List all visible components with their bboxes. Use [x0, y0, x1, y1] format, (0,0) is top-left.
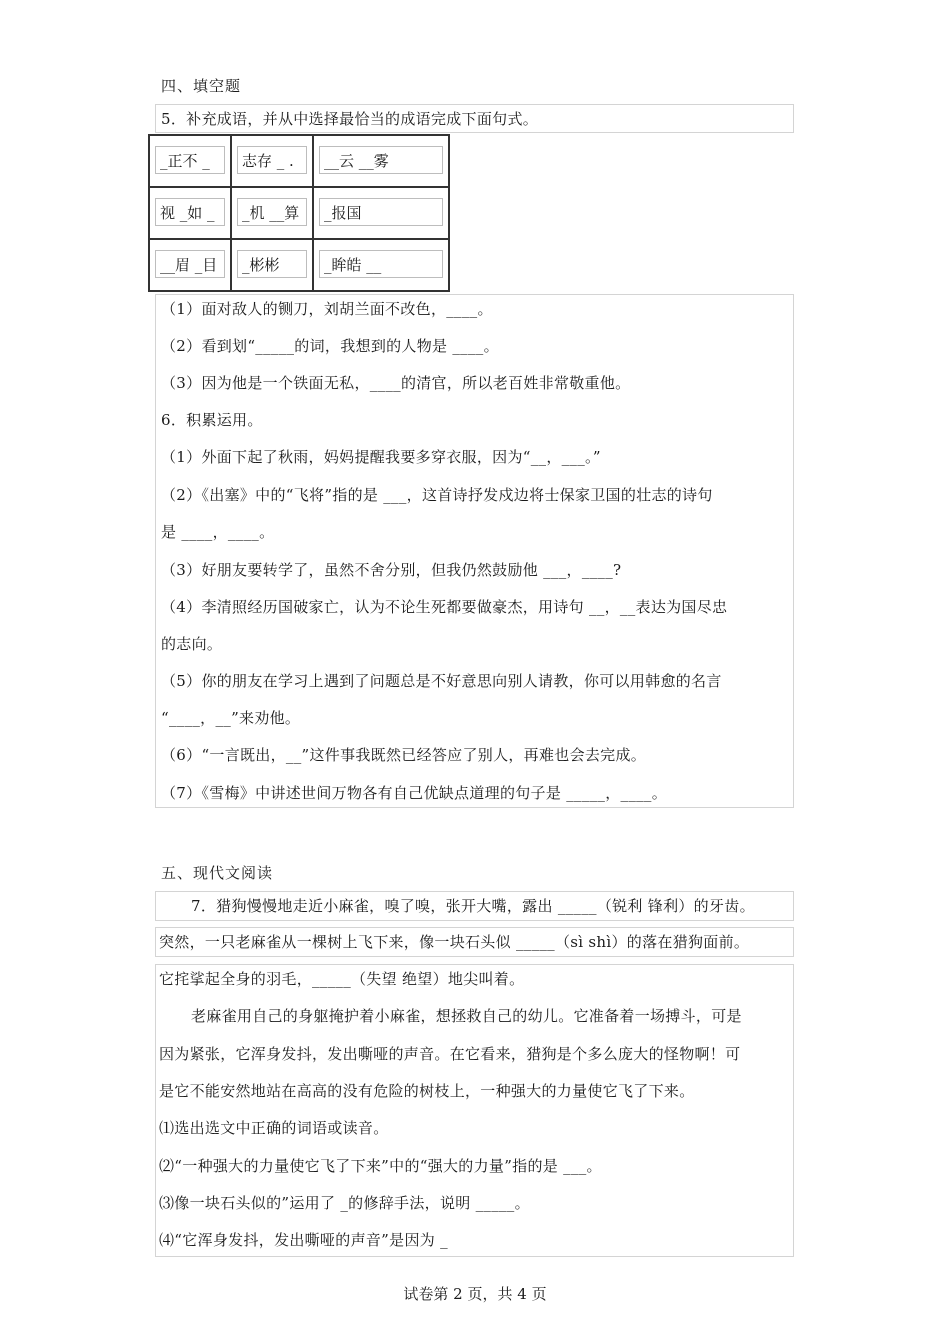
q7-line2: 突然，一只老麻雀从一棵树上飞下来，像一块石头似 _____（sì shì）的落在猎狗面前。: [159, 933, 750, 951]
idiom-cell: [313, 239, 449, 291]
q7-passage-line: 因为紧张，它浑身发抖，发出嘶哑的声音。在它看来，猎狗是个多么庞大的怪物啊！可: [159, 1045, 741, 1063]
page-footer: 试卷第 2 页，共 4 页: [403, 1285, 547, 1303]
idiom-cell: [231, 135, 313, 187]
idiom-blank-field[interactable]: _彬彬: [237, 250, 307, 278]
section-4-title: 四、填空题: [161, 77, 242, 95]
q6-line: （1）外面下起了秋雨，妈妈提醒我要多穿衣服，因为“__，___。”: [161, 448, 601, 466]
idiom-grid: [148, 134, 450, 292]
idiom-grid-row: [149, 239, 449, 291]
q7-passage-line: 它挓挲起全身的羽毛，_____（失望 绝望）地尖叫着。: [159, 970, 525, 988]
idiom-cell: [149, 135, 231, 187]
idiom-blank-field[interactable]: _眸皓 __: [319, 250, 443, 278]
idiom-blank-field[interactable]: _报国: [319, 198, 443, 226]
q6-line: “____，__”来劝他。: [161, 709, 301, 727]
q5-item: （1）面对敌人的铡刀，刘胡兰面不改色，____。: [161, 300, 493, 318]
idiom-grid-row: [149, 187, 449, 239]
idiom-cell: [149, 187, 231, 239]
idiom-blank-field[interactable]: _正不 _: [155, 146, 225, 174]
idiom-cell: [231, 187, 313, 239]
idiom-cell: [313, 135, 449, 187]
q6-line: 的志向。: [161, 635, 223, 653]
idiom-cell: [149, 239, 231, 291]
q7-line1: 7．猎狗慢慢地走近小麻雀，嗅了嗅，张开大嘴，露出 _____（锐利 锋利）的牙齿。: [191, 897, 755, 915]
idiom-blank-field[interactable]: 志存 _ .: [237, 146, 307, 174]
q7-passage-line: 老麻雀用自己的身躯掩护着小麻雀，想拯救自己的幼儿。它准备着一场搏斗，可是: [191, 1007, 742, 1025]
idiom-grid-row: [149, 135, 449, 187]
idiom-cell: [231, 239, 313, 291]
q5-item: （2）看到划“_____的词，我想到的人物是 ____。: [161, 337, 499, 355]
idiom-blank-field[interactable]: __云 __雾: [319, 146, 443, 174]
q6-line: 是 ____，____。: [161, 523, 275, 541]
q5-item: （3）因为他是一个铁面无私，____的清官，所以老百姓非常敬重他。: [161, 374, 631, 392]
q6-line: （5）你的朋友在学习上遇到了问题总是不好意思向别人请教，你可以用韩愈的名言: [161, 672, 722, 690]
q7-passage-line: 是它不能安然地站在高高的没有危险的树枝上，一种强大的力量使它飞了下来。: [159, 1082, 695, 1100]
section-5-title: 五、现代文阅读: [161, 864, 274, 882]
q7-subquestion: ⑵“一种强大的力量使它飞了下来”中的“强大的力量”指的是 ___。: [159, 1157, 602, 1175]
q6-line: （3）好朋友要转学了，虽然不舍分别，但我仍然鼓励他 ___，____?: [161, 561, 622, 579]
q7-subquestion: ⑶像一块石头似的”运用了 _的修辞手法，说明 _____。: [159, 1194, 530, 1212]
q6-line: （7）《雪梅》中讲述世间万物各有自己优缺点道理的句子是 _____，____。: [161, 784, 668, 802]
idiom-blank-field[interactable]: __眉 _目: [155, 250, 225, 278]
q6-line: （6）“一言既出，__”这件事我既然已经答应了别人，再难也会去完成。: [161, 746, 647, 764]
idiom-blank-field[interactable]: _机 __算: [237, 198, 307, 226]
idiom-cell: [313, 187, 449, 239]
q6-prompt: 6．积累运用。: [161, 411, 263, 429]
idiom-blank-field[interactable]: 视 _如 _: [155, 198, 225, 226]
q5-prompt: 5．补充成语，并从中选择最恰当的成语完成下面句式。: [161, 110, 539, 128]
q6-line: （2）《出塞》中的“飞将”指的是 ___，这首诗抒发戍边将士保家卫国的壮志的诗句: [161, 486, 713, 504]
q7-subquestion: ⑴选出选文中正确的词语或读音。: [159, 1119, 389, 1137]
q7-subquestion: ⑷“它浑身发抖，发出嘶哑的声音”是因为 _: [159, 1231, 448, 1249]
q6-line: （4）李清照经历国破家亡，认为不论生死都要做豪杰，用诗句 __，__表达为国尽忠: [161, 598, 728, 616]
